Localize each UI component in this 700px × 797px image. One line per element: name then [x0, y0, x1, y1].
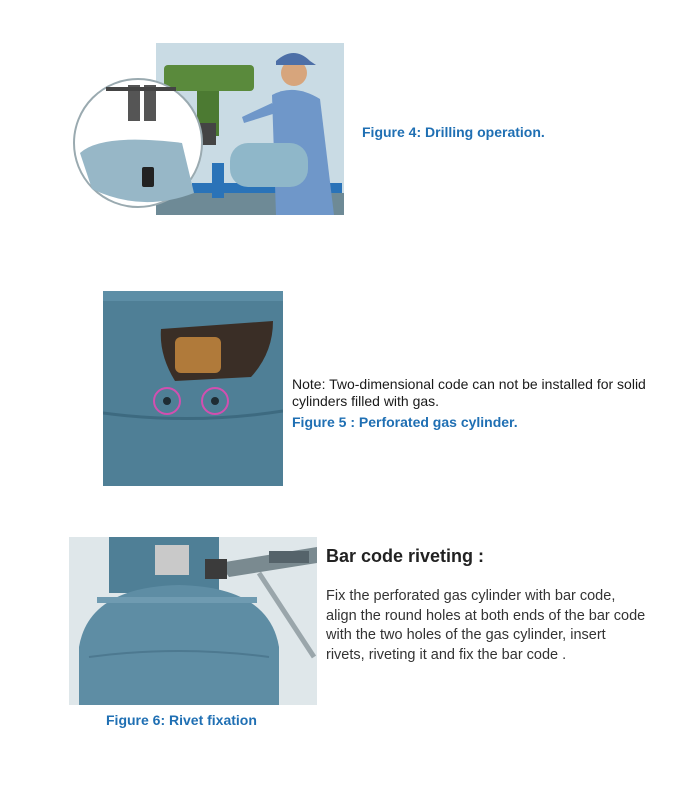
perforated-cylinder-photo [103, 291, 283, 486]
installation-note: Note: Two-dimensional code can not be installed for solid cylinders filled with gas. [292, 376, 646, 409]
section-title: Bar code riveting : [326, 546, 485, 566]
figure-6-caption: Figure 6: Rivet fixation [106, 712, 257, 728]
rivet-fixation-photo [69, 537, 317, 705]
figure-4-caption: Figure 4: Drilling operation. [362, 124, 545, 140]
drilling-operation-photo [72, 43, 344, 215]
section-body: Fix the perforated gas cylinder with bar code, align the round holes at both ends of the bar code with the two holes of the gas cylinder, insert rivets, riveting it and fix the bar code . [326, 588, 646, 663]
figure-5-caption: Figure 5 : Perforated gas cylinder. [292, 414, 518, 430]
